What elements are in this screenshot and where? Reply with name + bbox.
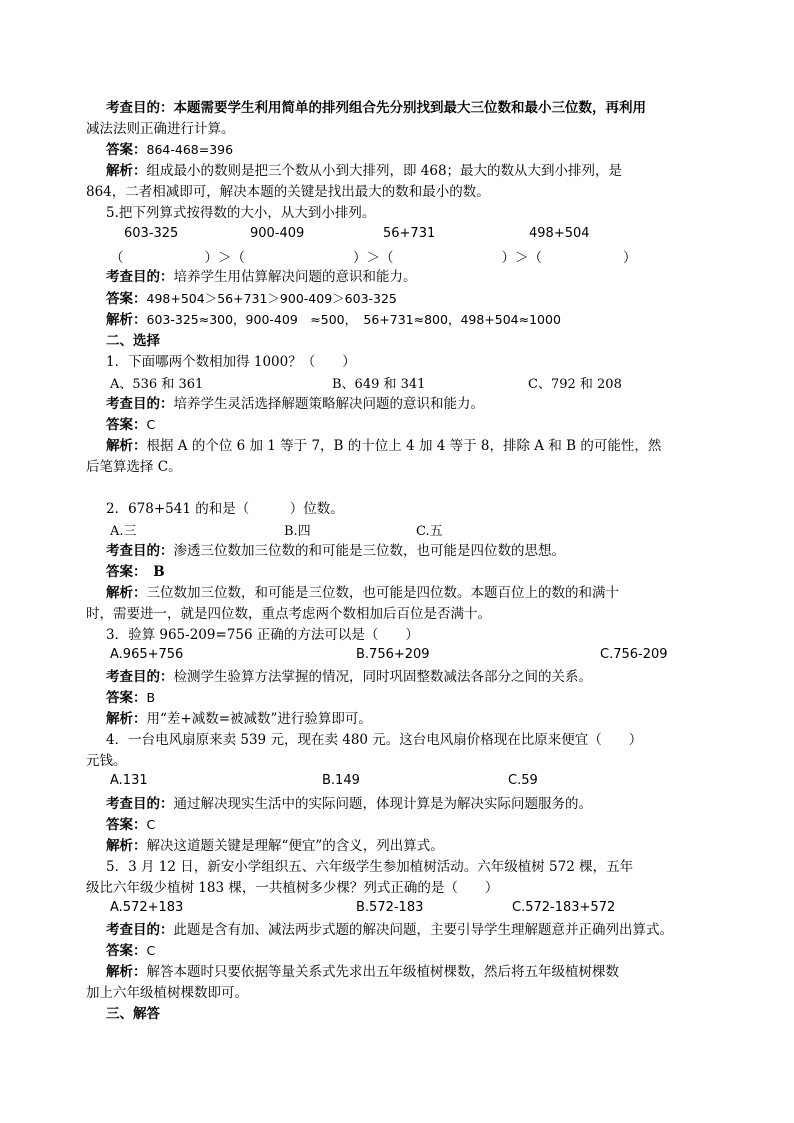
analysis-line-cont: 864，二者相减即可，解决本题的关键是找出最大的数和最小的数。 xyxy=(86,184,490,200)
analysis-label: 解析： xyxy=(106,438,147,454)
analysis-label: 解析： xyxy=(106,964,147,980)
answer-label: 答案： xyxy=(106,142,147,158)
choice-q2: 2．678+541 的和是（ ）位数。 xyxy=(106,501,344,517)
purpose-text: 通过解决现实生活中的实际问题，体现计算是为解决实际问题服务的。 xyxy=(173,796,592,812)
c5-option-c: C.572-183+572 xyxy=(512,900,616,915)
c1-option-b: B、649 和 341 xyxy=(332,377,426,392)
purpose-text: 此题是含有加、减法两步式题的解决问题，主要引导学生理解题意并正确列出算式。 xyxy=(173,922,673,938)
purpose-line xyxy=(106,98,722,118)
blanks-line: （ ）＞（ ）＞（ ）＞（ ） xyxy=(110,250,637,266)
answer-value: C xyxy=(146,817,156,832)
analysis-text: 解决这道题关键是理解“便宜”的含义，列出算式。 xyxy=(146,838,444,854)
answer-value: C xyxy=(146,943,156,958)
answer-label: 答案： xyxy=(106,943,147,959)
analysis-text: 组成最小的数则是把三个数从小到大排列，即 468；最大的数从大到小排列，是 xyxy=(146,163,623,179)
c4-purpose xyxy=(106,794,722,814)
analysis-text: 用“差+减数=被减数”进行验算即可。 xyxy=(146,711,372,727)
purpose-label: 考查目的： xyxy=(106,796,174,812)
c5-analysis-cont: 加上六年级植树棵数即可。 xyxy=(86,985,248,1001)
choice-q4-cont: 元钱。 xyxy=(86,753,127,769)
c5-answer xyxy=(106,941,722,961)
c1-option-c: C、792 和 208 xyxy=(528,377,622,392)
answer-value: 864-468=396 xyxy=(146,142,234,157)
q5-analysis xyxy=(106,310,722,330)
purpose-text: 培养学生用估算解决问题的意识和能力。 xyxy=(173,269,417,285)
answer-label: 答案： xyxy=(106,291,147,307)
answer-value: 498+504＞56+731＞900-409＞603-325 xyxy=(146,291,397,306)
answer-label: 答案： xyxy=(106,564,140,580)
answer-label: 答案： xyxy=(106,417,147,433)
c1-purpose xyxy=(106,394,722,414)
section-3-title: 三、解答 xyxy=(106,1006,160,1022)
c3-purpose xyxy=(106,667,722,687)
purpose-line-cont: 减法法则正确进行计算。 xyxy=(86,121,235,137)
c5-option-a: A.572+183 xyxy=(110,900,184,915)
c4-analysis xyxy=(106,836,722,856)
choice-q1: 1．下面哪两个数相加得 1000？（ ） xyxy=(106,354,356,370)
purpose-text: 考查目的：本题需要学生利用简单的排列组合先分别找到最大三位数和最小三位数，再利用 xyxy=(106,100,646,116)
c2-purpose xyxy=(106,541,722,561)
c2-option-a: A.三 xyxy=(110,524,137,539)
question-5-title: 5.把下列算式按得数的大小，从大到小排列。 xyxy=(106,205,376,221)
expr-1: 603-325 xyxy=(124,226,179,241)
answer-value: B xyxy=(146,690,156,705)
c5-option-b: B.572-183 xyxy=(356,900,424,915)
answer-value: B xyxy=(139,564,165,580)
c3-analysis xyxy=(106,709,722,729)
c2-answer xyxy=(106,562,722,582)
answer-label: 答案： xyxy=(106,817,147,833)
c1-option-a: A、536 和 361 xyxy=(110,377,204,392)
c4-option-b: B.149 xyxy=(322,773,360,788)
purpose-label: 考查目的： xyxy=(106,669,174,685)
c1-analysis xyxy=(106,436,722,456)
answer-line xyxy=(106,140,722,160)
purpose-label: 考查目的： xyxy=(106,543,174,559)
c4-option-c: C.59 xyxy=(508,773,538,788)
analysis-label: 解析： xyxy=(106,585,147,601)
expr-2: 900-409 xyxy=(250,226,305,241)
c5-purpose xyxy=(106,920,722,940)
c5-analysis xyxy=(106,962,722,982)
analysis-text: 三位数加三位数，和可能是三位数，也可能是四位数。本题百位上的数的和满十 xyxy=(146,585,619,601)
purpose-label: 考查目的： xyxy=(106,922,174,938)
c4-option-a: A.131 xyxy=(110,773,148,788)
c2-analysis-cont: 时，需要进一，就是四位数，重点考虑两个数相加后百位是否满十。 xyxy=(86,606,491,622)
analysis-text: 603-325≈300，900-409 ≈500， 56+731≈800，498+504≈1000 xyxy=(146,312,561,327)
analysis-label: 解析： xyxy=(106,163,147,179)
c2-analysis xyxy=(106,583,722,603)
analysis-text: 解答本题时只要依据等量关系式先求出五年级植树棵数，然后将五年级植树棵数 xyxy=(146,964,619,980)
analysis-label: 解析： xyxy=(106,312,147,328)
purpose-text: 渗透三位数加三位数的和可能是三位数，也可能是四位数的思想。 xyxy=(173,543,565,559)
choice-q3: 3．验算 965-209=756 正确的方法可以是（ ） xyxy=(106,627,419,643)
analysis-label: 解析： xyxy=(106,711,147,727)
answer-label: 答案： xyxy=(106,690,147,706)
c2-option-b: B.四 xyxy=(284,524,311,539)
purpose-label: 考查目的： xyxy=(106,396,174,412)
q5-purpose xyxy=(106,267,722,287)
expr-3: 56+731 xyxy=(383,226,436,241)
purpose-text: 培养学生灵活选择解题策略解决问题的意识和能力。 xyxy=(173,396,484,412)
c3-option-a: A.965+756 xyxy=(110,647,184,662)
analysis-label: 解析： xyxy=(106,838,147,854)
c2-option-c: C.五 xyxy=(416,524,443,539)
c1-analysis-cont: 后笔算选择 C。 xyxy=(86,459,182,475)
purpose-label: 考查目的： xyxy=(106,269,174,285)
c3-option-b: B.756+209 xyxy=(356,647,430,662)
c1-answer xyxy=(106,415,722,435)
choice-q5-cont: 级比六年级少植树 183 棵，一共植树多少棵？列式正确的是（ ） xyxy=(86,880,499,896)
c4-answer xyxy=(106,815,722,835)
answer-value: C xyxy=(146,417,156,432)
choice-q5: 5．3 月 12 日，新安小学组织五、六年级学生参加植树活动。六年级植树 572 棵，五年 xyxy=(106,859,634,875)
c3-option-c: C.756-209 xyxy=(600,647,668,662)
section-2-title: 二、选择 xyxy=(106,333,160,349)
expr-4: 498+504 xyxy=(529,226,590,241)
purpose-text: 检测学生验算方法掌握的情况，同时巩固整数减法各部分之间的关系。 xyxy=(173,669,592,685)
analysis-line xyxy=(106,161,722,181)
c3-answer xyxy=(106,688,722,708)
analysis-text: 根据 A 的个位 6 加 1 等于 7，B 的十位上 4 加 4 等于 8，排除 A 和 B 的可能性，然 xyxy=(146,438,662,454)
q5-answer xyxy=(106,289,722,309)
choice-q4: 4．一台电风扇原来卖 539 元，现在卖 480 元。这台电风扇价格现在比原来便宜（ ） xyxy=(106,732,643,748)
